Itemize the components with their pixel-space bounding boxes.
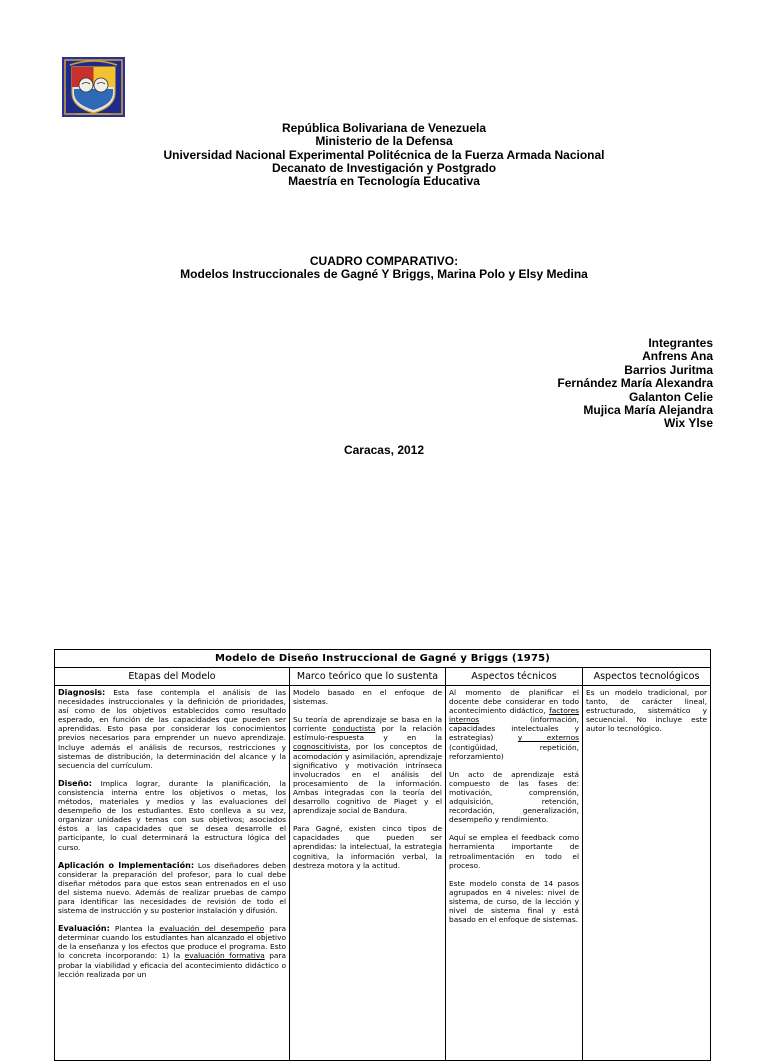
stage-heading: Diseño: xyxy=(58,778,92,788)
table-title: Modelo de Diseño Instruccional de Gagné y Briggs (1975) xyxy=(55,650,711,668)
member-name: Mujica María Alejandra xyxy=(583,403,713,418)
underlined-term: y externos xyxy=(517,733,579,743)
technical-text: (contigüidad, repetición, reforzamiento) xyxy=(449,742,579,761)
theory-text: Su teoría de aprendizaje se basa en la corriente xyxy=(293,715,442,734)
underlined-term: cognoscitivista xyxy=(293,742,349,752)
column-header: Marco teórico que lo sustenta xyxy=(290,668,446,686)
underlined-term: factores internos xyxy=(449,706,579,725)
stage-text: Plantea la xyxy=(109,924,160,934)
header-line: Maestría en Tecnología Educativa xyxy=(288,174,480,189)
theory-text: por la relación estímulo-respuesta y en la xyxy=(293,724,442,743)
member-name: Anfrens Ana xyxy=(642,349,713,364)
stage-text: Implica lograr, durante la planificación, la consistencia interna entre los objetivos o metas, los métodos, materiales y medios y las evaluaciones del desempeño de los estudiantes. Esto conlleva a su vez, organizar unidades y temas con sus objetivos; asociados éstos a las capacidades que se desea desarrolle el participante, lo cual determinará la estructura lógica del curso. xyxy=(58,778,286,852)
member-name: Fernández María Alexandra xyxy=(557,376,713,391)
underlined-term: evaluación formativa xyxy=(184,951,265,961)
university-emblem xyxy=(62,57,125,117)
stage-paragraph xyxy=(58,924,286,979)
stage-heading: Diagnosis: xyxy=(58,688,106,697)
column-header: Etapas del Modelo xyxy=(55,668,290,686)
header-line: República Bolivariana de Venezuela xyxy=(281,121,487,135)
technical-text: Al momento de planificar el docente debe considerar en todo acontecimiento didáctico, xyxy=(449,688,579,716)
stage-heading: Evaluación: xyxy=(58,924,110,934)
theory-cell xyxy=(290,686,446,1061)
stages-cell xyxy=(55,686,290,1061)
title-line-1: CUADRO COMPARATIVO: xyxy=(309,254,459,268)
technical-text: (información, capacidades intelectuales y estrategias) xyxy=(449,715,579,743)
title-line-2: Modelos Instruccionales de Gagné Y Briggs, Marina Polo y Elsy Medina xyxy=(180,267,588,282)
theory-text: , por los conceptos de acomodación y asimilación, aprendizaje significativo y motivación intrínseca involucrados en el análisis del procesamiento de la información. Ambas integradas con la teoría del desarrollo cognitivo de Piaget y el aprendizaje social de Bandura. xyxy=(293,742,442,816)
technical-cell xyxy=(446,686,583,1061)
technical-paragraph: Este modelo consta de 14 pasos agrupados en 4 niveles: nivel de sistema, de curso, de la lección y nivel de sistema final y está basado en el enfoque de sistemas. xyxy=(449,878,579,925)
stage-text: Esta fase contempla el análisis de las necesidades instruccionales y la definición de prioridades, así como de los objetivos establecidos como resultado esperado, en función de las capacidades que pueden ser aprendidas. Esto pasa por considerar los conocimientos previos necesarios para emprender un nuevo aprendizaje. Incluye además el análisis de recursos, restricciones y sistemas de distribución, la determinación del alcance y la secuencia del currículum. xyxy=(58,688,286,770)
stage-heading: Aplicación o Implementación: xyxy=(58,860,195,870)
technical-paragraph: Aquí se emplea el feedback como herramienta importante de retroalimentación en todo el proceso. xyxy=(449,833,579,870)
members-heading: Integrantes xyxy=(648,336,713,350)
stage-paragraph xyxy=(58,861,286,916)
document-title xyxy=(0,255,768,282)
theory-paragraph: Para Gagné, existen cinco tipos de capacidades que pueden ser aprendidas: la intelectual, la estrategia cognitiva, la información verbal, la destreza motora y la actitud. xyxy=(293,824,442,870)
theory-paragraph xyxy=(293,715,442,815)
stage-text: para probar la viabilidad y eficacia del acontecimiento didáctico o lección realizada por un xyxy=(58,951,286,979)
underlined-term: evaluación del desempeño xyxy=(159,924,265,934)
column-header: Aspectos técnicos xyxy=(446,668,583,686)
stage-text: para determinar cuando los estudiantes han alcanzado el objetivo de la enseñanza y los efectos que produce el programa. Esto lo concreta incorporando: 1) la xyxy=(58,924,287,961)
technological-paragraph: Es un modelo tradicional, por tanto, de carácter lineal, estructurado, sistemático y secuencial. No incluye este autor lo tecnológico. xyxy=(586,688,708,734)
member-name: Wix Ylse xyxy=(663,416,713,431)
underlined-term: conductista xyxy=(332,724,376,734)
column-header: Aspectos tecnológicos xyxy=(583,668,711,686)
comparison-table xyxy=(54,649,711,1061)
technical-paragraph xyxy=(449,688,579,761)
header-line: Ministerio de la Defensa xyxy=(315,134,453,149)
institution-header xyxy=(0,122,768,188)
stage-text: Los diseñadores deben considerar la preparación del profesor, para lo cual debe diseñar métodos para que estos sean entrenados en el uso del sistema nuevo. Además de realizar pruebas de campo para identificar las necesidades de revisión de todo el sistema de instrucción y su posterior instalación y difusión. xyxy=(58,860,286,916)
header-line: Decanato de Investigación y Postgrado xyxy=(271,160,497,175)
stage-paragraph xyxy=(58,779,286,852)
members-list xyxy=(557,337,713,431)
member-name: Barrios Juritma xyxy=(624,362,713,377)
member-name: Galanton Celie xyxy=(628,389,713,404)
place-date: Caracas, 2012 xyxy=(343,443,425,457)
header-line: Universidad Nacional Experimental Politécnica de la Fuerza Armada Nacional xyxy=(163,147,605,162)
theory-paragraph: Modelo basado en el enfoque de sistemas. xyxy=(293,688,442,707)
stage-paragraph xyxy=(58,688,286,770)
technical-paragraph: Un acto de aprendizaje está compuesto de las fases de: motivación, comprensión, adquisición, retención, recordación, generalización, desempeño y rendimiento. xyxy=(449,769,579,825)
technological-cell xyxy=(583,686,711,1061)
